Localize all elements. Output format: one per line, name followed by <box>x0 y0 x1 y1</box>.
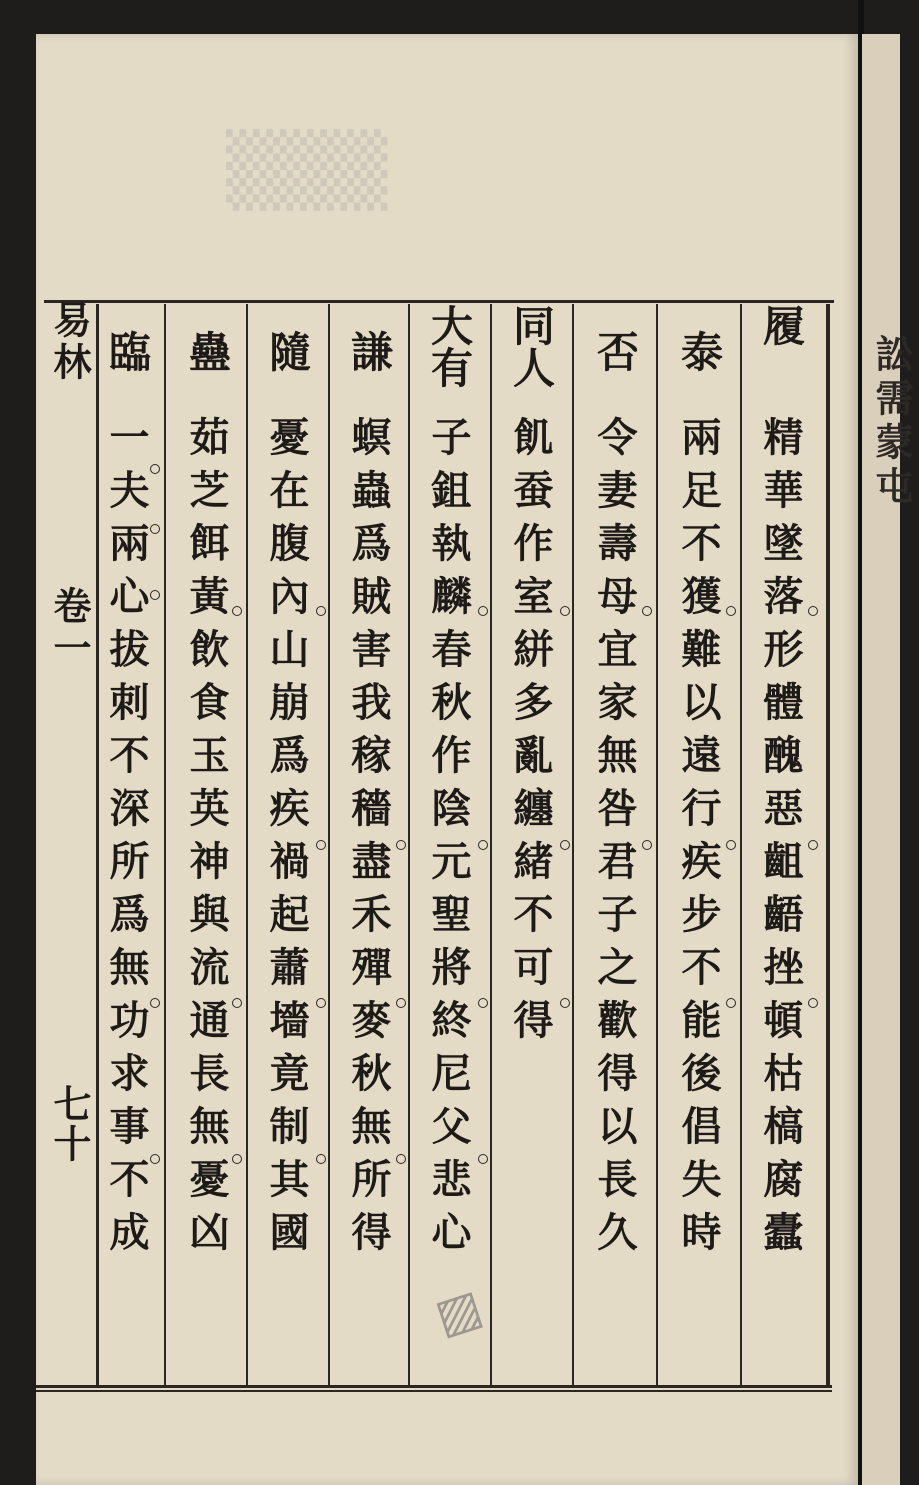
frame-right-border <box>826 304 830 1385</box>
punctuation-mark <box>316 606 326 616</box>
hexagram-name: 蠱 <box>183 330 232 385</box>
punctuation-mark <box>560 840 570 850</box>
column-divider <box>490 304 492 1385</box>
column-divider <box>328 304 330 1385</box>
facing-page-text: 訟需蒙屯 <box>869 334 913 510</box>
punctuation-mark <box>726 606 736 616</box>
hexagram-name: 否 <box>591 330 640 385</box>
hexagram-name: 隨 <box>263 330 312 385</box>
punctuation-mark <box>316 840 326 850</box>
punctuation-mark <box>642 840 652 850</box>
verse-text: 令妻壽母宜家無咎君子之歡得以長久 <box>591 416 637 1264</box>
hexagram-name: 同人 <box>507 304 556 388</box>
column-divider <box>656 304 658 1385</box>
column-divider <box>572 304 574 1385</box>
punctuation-mark <box>560 998 570 1008</box>
ownership-stamp: ▨ <box>428 1278 489 1346</box>
hexagram-name: 謙 <box>345 330 394 385</box>
verse-text: 螟蟲爲賊害我稼穡盡禾殫麥秋無所得 <box>345 416 391 1264</box>
punctuation-mark <box>150 464 160 474</box>
hexagram-name: 履 <box>757 304 806 359</box>
frame-top-border <box>44 300 834 303</box>
punctuation-mark <box>316 998 326 1008</box>
verse-text: 精華墜落形體醜惡齟齬挫頓枯槁腐蠹 <box>757 416 803 1264</box>
frame-bottom-border <box>36 1385 832 1388</box>
punctuation-mark <box>232 998 242 1008</box>
frame-bottom-inner <box>36 1390 832 1392</box>
punctuation-mark <box>396 840 406 850</box>
facing-page-edge <box>862 34 913 1485</box>
punctuation-mark <box>726 840 736 850</box>
punctuation-mark <box>726 998 736 1008</box>
verse-text: 子鉏執麟春秋作陰元聖將終尼父悲心 <box>425 416 471 1264</box>
column-divider <box>408 304 410 1385</box>
punctuation-mark <box>232 606 242 616</box>
punctuation-mark <box>560 606 570 616</box>
punctuation-mark <box>316 1154 326 1164</box>
punctuation-mark <box>232 1154 242 1164</box>
folio-number: 七十 <box>47 1084 91 1164</box>
punctuation-mark <box>642 606 652 616</box>
column-divider <box>740 304 742 1385</box>
verse-text: 憂在腹內山崩爲疾禍起蕭墻竟制其國 <box>263 416 309 1264</box>
hexagram-name: 臨 <box>103 330 152 385</box>
punctuation-mark <box>396 998 406 1008</box>
punctuation-mark <box>808 998 818 1008</box>
book-title: 易林 <box>47 300 91 384</box>
punctuation-mark <box>478 840 488 850</box>
book-page <box>36 34 858 1485</box>
punctuation-mark <box>478 998 488 1008</box>
punctuation-mark <box>150 524 160 534</box>
verse-text: 一夫兩心拔刺不深所爲無功求事不成 <box>103 416 149 1264</box>
verse-text: 兩足不獲難以遠行疾步不能後倡失時 <box>675 416 721 1264</box>
punctuation-mark <box>150 590 160 600</box>
verse-text: 飢蚕作室絣多亂纏緒不可得 <box>507 416 553 1052</box>
margin-column-border <box>96 304 99 1385</box>
punctuation-mark <box>150 1154 160 1164</box>
punctuation-mark <box>478 1154 488 1164</box>
column-divider <box>164 304 166 1385</box>
punctuation-mark <box>396 1154 406 1164</box>
punctuation-mark <box>808 840 818 850</box>
punctuation-mark <box>808 606 818 616</box>
column-divider <box>246 304 248 1385</box>
hexagram-name: 大有 <box>425 304 474 388</box>
show-through-ink: ▒▒▒ <box>226 129 388 211</box>
punctuation-mark <box>150 998 160 1008</box>
volume-label: 卷一 <box>47 586 91 670</box>
verse-text: 茹芝餌黃飲食玉英神與流通長無憂凶 <box>183 416 229 1264</box>
hexagram-name: 泰 <box>675 330 724 385</box>
punctuation-mark <box>478 606 488 616</box>
